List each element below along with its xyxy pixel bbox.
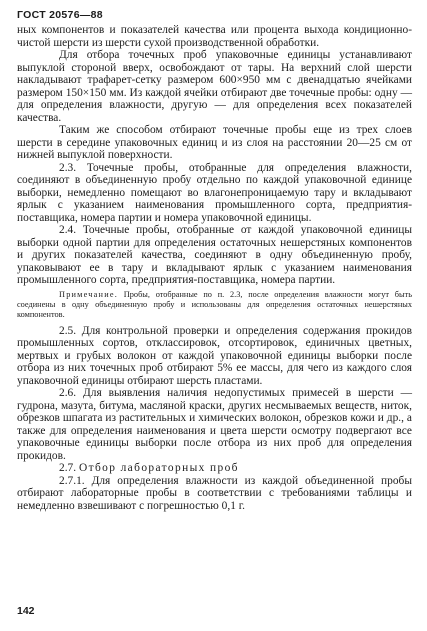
paragraph-2-3: 2.3. Точечные пробы, отобранные для определения влажности, соединяют в объединенную пробу отдельно по каждой упаковочной единице выборки, немедленно помещают во влагонепроницаемую тару и вкладывают ярлык с указанием наименования промышленного сорта, предприятия-поставщика, номера партии и номера упаковочной единицы. bbox=[17, 161, 412, 224]
paragraph-continuation: ных компонентов и показателей качества или процента выхода кондиционно-чистой шерсти из шерсти сухой производственной обработки. bbox=[17, 24, 412, 49]
page-header: ГОСТ 20576—88 bbox=[17, 9, 103, 21]
section-number: 2.7. bbox=[59, 462, 77, 475]
paragraph-2-4: 2.4. Точечные пробы, отобранные от каждой упаковочной единицы выборки одной партии для определения остаточных нешерстяных компонентов и других показателей качества, соединяют в одну объединенную пробу, упаковывают ее в тару и вкладывают ярлык с указанием наименования промышленного сорта, предприятия-поставщика, номера партии. bbox=[17, 224, 412, 286]
paragraph-sampling-procedure: Для отбора точечных проб упаковочные единицы устанавливают выпуклой стороной вверх, освобождают от тары. На верхний слой шерсти накладывают трафарет-сетку размером 600×950 мм с двенадцатью ячейками размером 150×150 мм. Из каждой ячейки отбирают две точечные пробы: одну — для определения влажности, другую — для определения всех показателей качества. bbox=[17, 49, 412, 124]
note-text: Пробы, отобранные по п. 2.3, после определения влажности могут быть соединены в одну объединенную пробу и использованы для определения остаточных нешерстяных компонентов. bbox=[17, 289, 413, 320]
section-title: Отбор лабораторных проб bbox=[78, 462, 239, 475]
note bbox=[17, 290, 412, 321]
page-number: 142 bbox=[17, 605, 35, 617]
paragraph-2-7-1: 2.7.1. Для определения влажности из каждой объединенной пробы отбирают лабораторные пробы в соответствии с требованиями таблицы и немедленно взвешивают с погрешностью 0,1 г. bbox=[17, 474, 412, 512]
paragraph-2-6: 2.6. Для выявления наличия недопустимых примесей в шерсти — гудрона, мазута, битума, масляной краски, других несмываемых веществ, ниток, обрезков шпагата из растительных и химических волокон, обрезков кожи и др., а также для определения наименования и цвета шерсти осмотру подвергают все упаковочные единицы выборки после отбора из них проб для определения прокидов. bbox=[17, 387, 412, 462]
paragraph-2-5: 2.5. Для контрольной проверки и определения содержания прокидов промышленных сортов, отклассировок, отсортировок, единичных цветных, мертвых и грубых волокон от каждой упаковочной единицы выборки после отбора из них точечных проб отбирают 5% ее массы, для чего из каждого слоя упаковочной единицы отбирают шерсть пластами. bbox=[17, 324, 412, 387]
document-body bbox=[17, 24, 412, 512]
paragraph-layers: Таким же способом отбирают точечные пробы еще из трех слоев шерсти в середине упаковочных единиц и из слоя на расстоянии 20—25 см от нижней выпуклой поверхности. bbox=[17, 124, 412, 161]
section-heading-2-7 bbox=[17, 462, 412, 475]
note-label: Примечание. bbox=[59, 289, 118, 299]
